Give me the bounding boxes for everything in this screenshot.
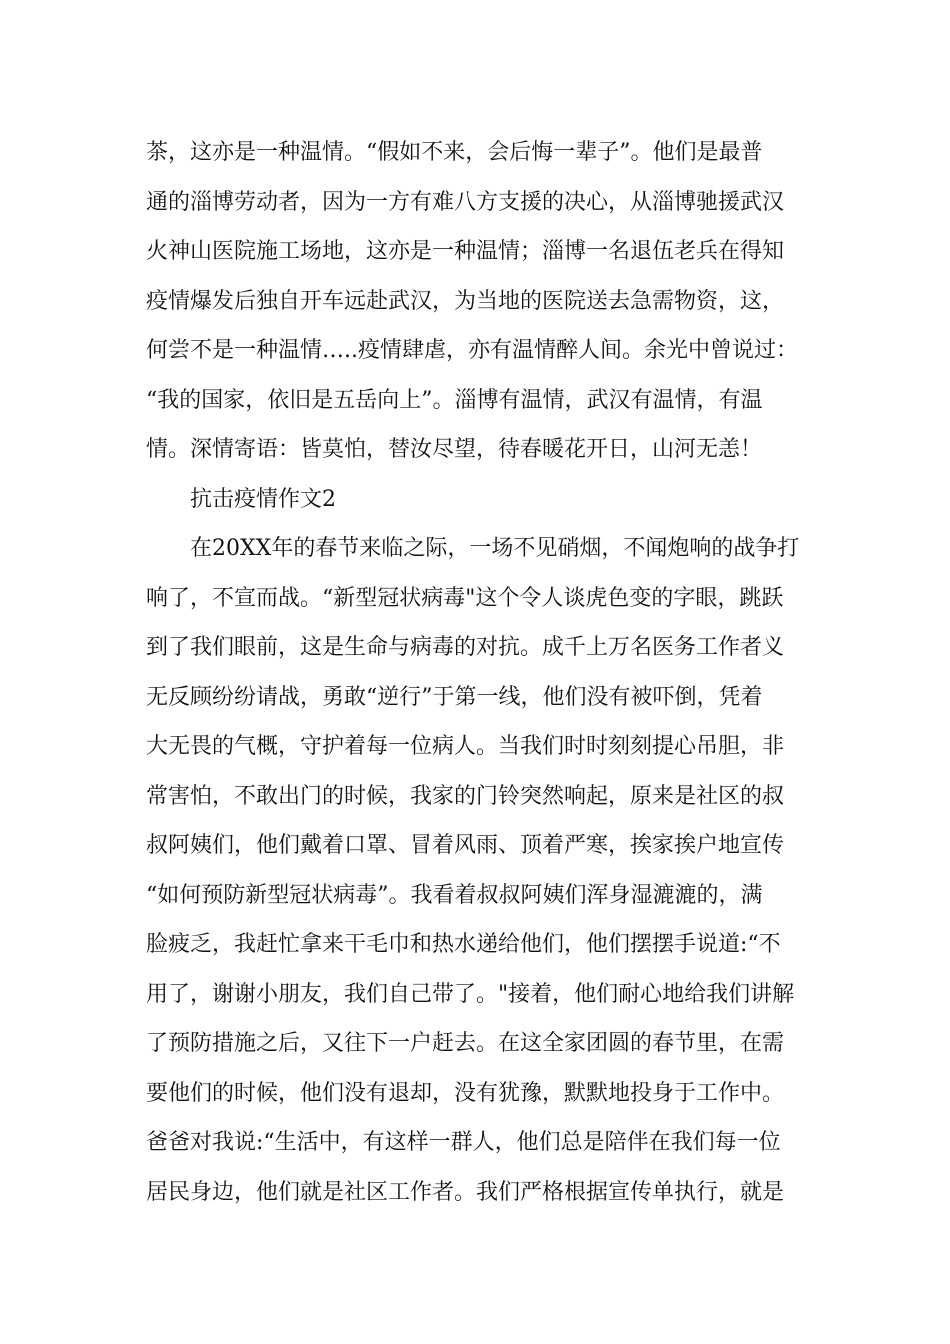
section-title: 抗击疫情作文2	[190, 486, 336, 512]
paragraph-line: “如何预防新型冠状病毒”。我看着叔叔阿姨们浑身湿漉漉的，满	[146, 882, 763, 908]
paragraph-line: 爸爸对我说:“生活中，有这样一群人，他们总是陪伴在我们每一位	[146, 1130, 781, 1155]
paragraph-line: 居民身边，他们就是社区工作者。我们严格根据宣传单执行，就是	[146, 1179, 785, 1205]
paragraph-line: 响了，不宣而战。“新型冠状病毒"这个令人谈虎色变的字眼，跳跃	[146, 585, 784, 611]
paragraph-line: 要他们的时候，他们没有退却，没有犹豫，默默地投身于工作中。	[146, 1080, 785, 1106]
paragraph-line: 在20XX年的春节来临之际，一场不见硝烟，不闻炮响的战争打	[190, 536, 800, 561]
paragraph-line: 情。深情寄语：皆莫怕，替汝尽望，待春暖花开日，山河无恙！	[146, 437, 763, 462]
document-body	[146, 128, 826, 1217]
paragraph-line: 火神山医院施工场地，这亦是一种温情；淄博一名退伍老兵在得知	[146, 239, 785, 264]
paragraph-line: 通的淄博劳动者，因为一方有难八方支援的决心，从淄博驰援武汉	[146, 189, 785, 215]
paragraph-line: 茶，这亦是一种温情。“假如不来，会后悔一辈子”。他们是最普	[146, 140, 763, 165]
paragraph-line: 无反顾纷纷请战，勇敢“逆行”于第一线，他们没有被吓倒，凭着	[146, 684, 763, 710]
paragraph-line: 用了，谢谢小朋友，我们自己带了。"接着，他们耐心地给我们讲解	[146, 981, 795, 1007]
paragraph-line: 何尝不是一种温情…..疫情肆虐，亦有温情醉人间。余光中曾说过：	[146, 338, 798, 363]
paragraph-line: 大无畏的气概，守护着每一位病人。当我们时时刻刻提心吊胆，非	[146, 734, 785, 759]
paragraph-line: “我的国家，依旧是五岳向上”。淄博有温情，武汉有温情，有温	[146, 387, 763, 413]
paragraph-line: 叔阿姨们，他们戴着口罩、冒着风雨、顶着严寒，挨家挨户地宣传	[146, 833, 785, 858]
paragraph-line: 到了我们眼前，这是生命与病毒的对抗。成千上万名医务工作者义	[146, 635, 785, 660]
paragraph-line: 常害怕，不敢出门的时候，我家的门铃突然响起，原来是社区的叔	[146, 783, 785, 809]
paragraph-line: 了预防措施之后，又往下一户赶去。在这全家团圆的春节里，在需	[146, 1031, 785, 1056]
paragraph-line: 脸疲乏，我赶忙拿来干毛巾和热水递给他们，他们摆摆手说道:“不	[146, 932, 781, 957]
paragraph-line: 疫情爆发后独自开车远赴武汉，为当地的医院送去急需物资，这，	[146, 288, 785, 314]
